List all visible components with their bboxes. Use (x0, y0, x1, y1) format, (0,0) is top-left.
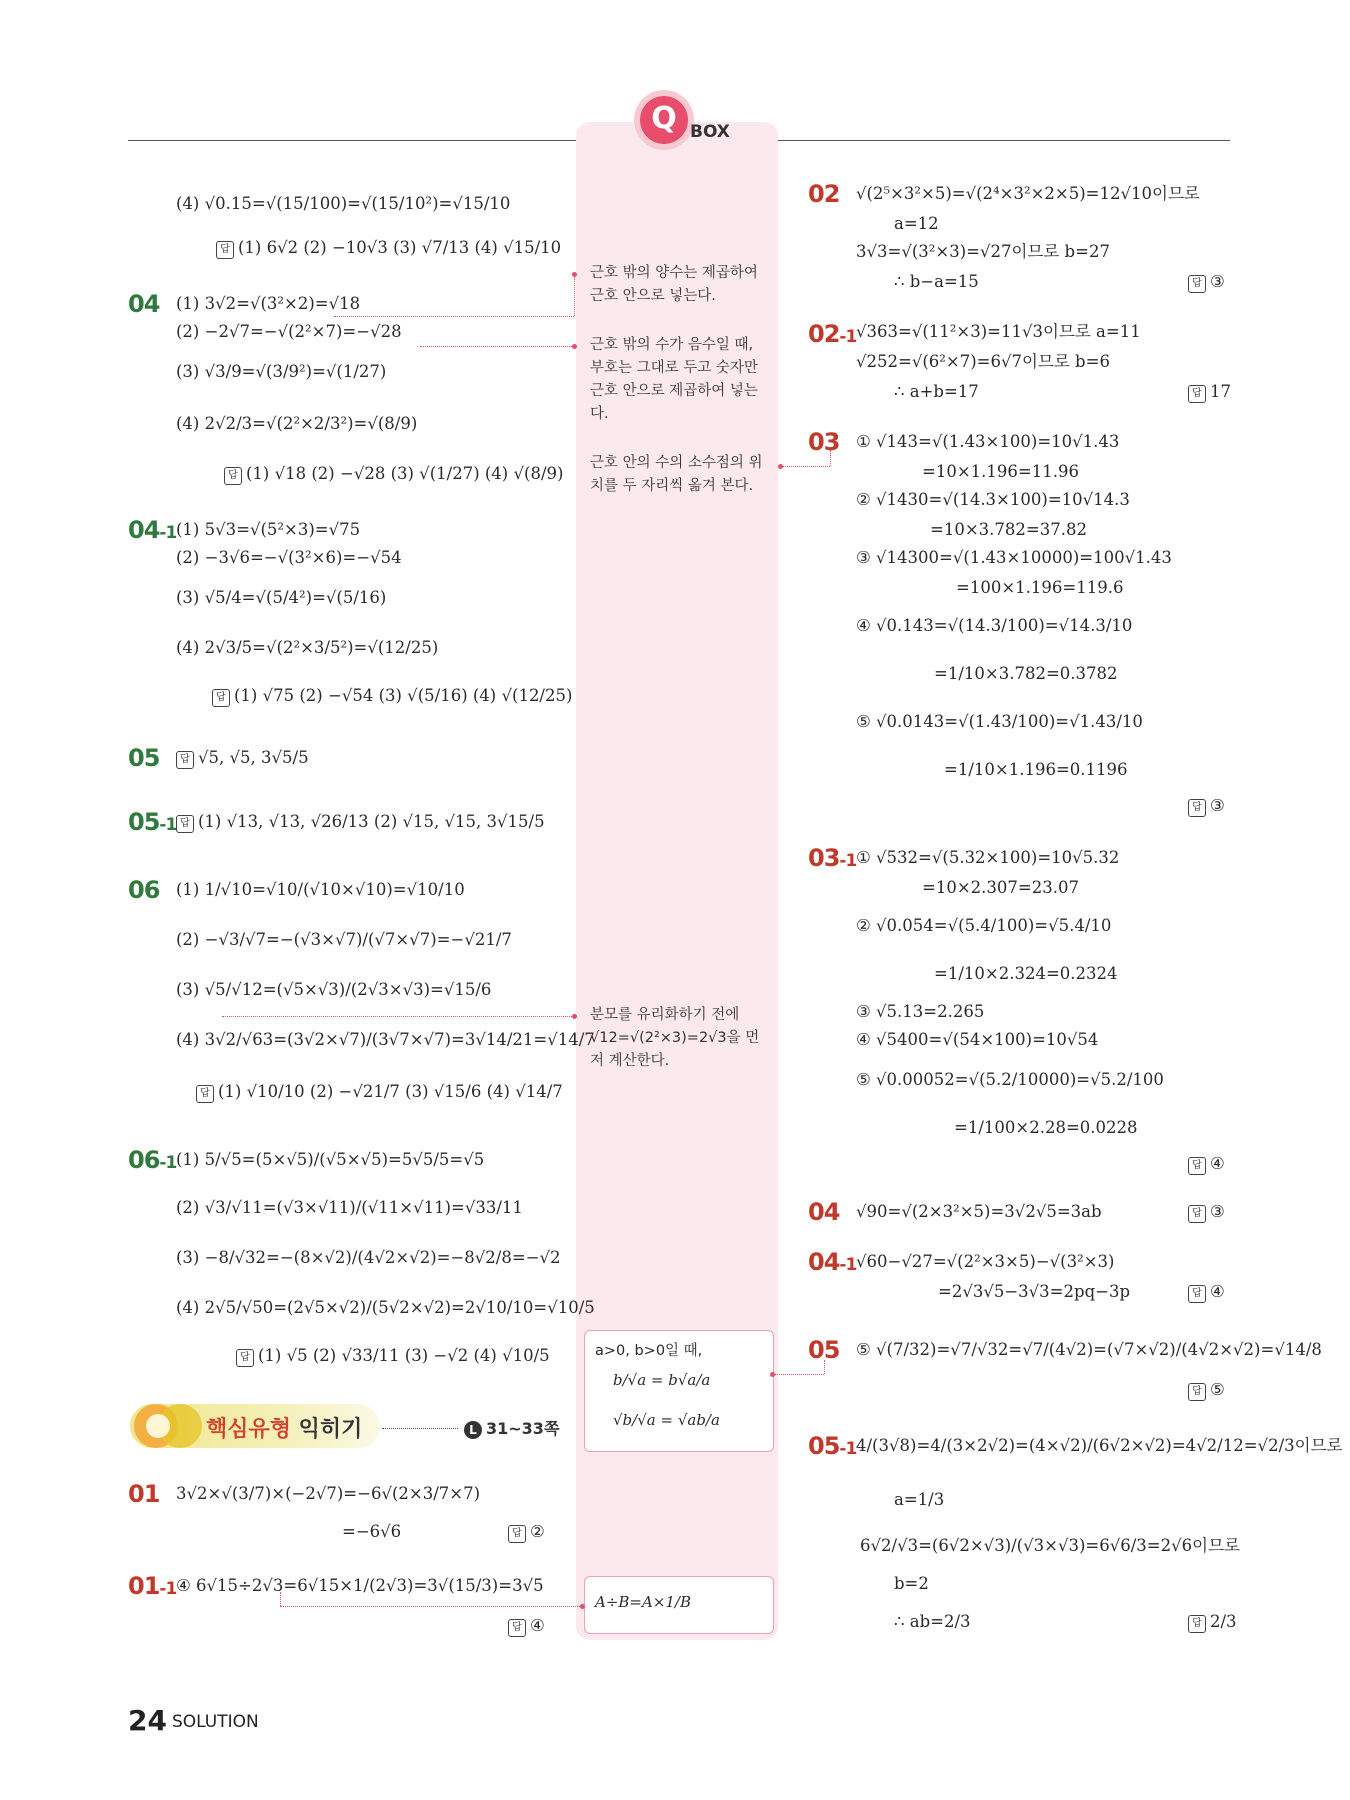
answer-mark-icon: 답 (176, 815, 194, 833)
left-061-line-2: (2) √3/√11=(√3×√11)/(√11×√11)=√33/11 (176, 1198, 523, 1217)
formula-box-rationalize (584, 1330, 774, 1452)
left-011-line: ④ 6√15÷2√3=6√15×1/(2√3)=3√(15/3)=3√5 (176, 1576, 544, 1595)
right-03-line-9: ⑤ √0.0143=√(1.43/100)=√1.43/10 (856, 712, 1143, 731)
problem-number-01: 01 (128, 1480, 160, 1508)
problem-number: 04 (808, 1248, 840, 1276)
answer-mark-icon: 답 (1188, 1157, 1206, 1175)
left-06-line-2: (2) −√3/√7=−(√3×√7)/(√7×√7)=−√21/7 (176, 930, 512, 949)
right-05-line: ⑤ √(7/32)=√7/√32=√7/(4√2)=(√7×√2)/(4√2×√2)=√14/8 (856, 1340, 1322, 1359)
answer-text: ④ (1210, 1154, 1225, 1173)
answer-mark-icon: 답 (1188, 275, 1206, 293)
right-05-answer (1188, 1380, 1225, 1401)
left-041-line-2: (2) −3√6=−√(3²×6)=−√54 (176, 548, 402, 567)
section-title-rest: 익히기 (291, 1417, 363, 1442)
left-06-line-3: (3) √5/√12=(√5×√3)/(2√3×√3)=√15/6 (176, 980, 492, 999)
problem-subnumber: -1 (159, 1153, 177, 1173)
left-061-answer (236, 1346, 550, 1367)
problem-number: 04 (128, 516, 160, 544)
problem-number: 05 (128, 808, 160, 836)
problem-subnumber: -1 (839, 1439, 857, 1459)
right-021-line-2: √252=√(6²×7)=6√7이므로 b=6 (856, 352, 1110, 371)
right-03-line-4: =10×3.782=37.82 (930, 520, 1087, 539)
problem-subnumber: -1 (839, 1255, 857, 1275)
answer-text: ④ (530, 1616, 545, 1635)
note-leader-2 (420, 346, 574, 347)
right-031-line-3: ② √0.054=√(5.4/100)=√5.4/10 (856, 916, 1112, 935)
left-06-line-4: (4) 3√2/√63=(3√2×√7)/(3√7×√7)=3√14/21=√14/7 (176, 1030, 595, 1049)
problem-subnumber: -1 (159, 1579, 177, 1599)
section-title (206, 1412, 362, 1443)
note-leader-3 (782, 466, 830, 467)
left-041-line-3: (3) √5/4=√(5/4²)=√(5/16) (176, 588, 387, 607)
left-04-line-1: (1) 3√2=√(3²×2)=√18 (176, 294, 361, 313)
right-04-line: √90=√(2×3²×5)=3√2√5=3ab (856, 1202, 1102, 1221)
right-03-line-1: ① √143=√(1.43×100)=10√1.43 (856, 432, 1120, 451)
note-bullet-2 (572, 344, 577, 349)
answer-text: ④ (1210, 1282, 1225, 1301)
formula-condition: a>0, b>0일 때, (595, 1343, 703, 1359)
right-021-line-1: √363=√(11²×3)=11√3이므로 a=11 (856, 322, 1141, 341)
right-041-answer (1188, 1282, 1225, 1303)
right-03-line-10: =1/10×1.196=0.1196 (944, 760, 1128, 779)
left-05-answer (176, 748, 309, 769)
answer-text: (1) √5 (2) √33/11 (3) −√2 (4) √10/5 (258, 1346, 550, 1365)
answer-mark-icon: 답 (236, 1349, 254, 1367)
answer-text: ③ (1210, 796, 1225, 815)
left-01-line-2: =−6√6 (342, 1522, 402, 1541)
left-061-line-1: (1) 5/√5=(5×√5)/(√5×√5)=5√5/5=√5 (176, 1150, 485, 1169)
formula-division: A÷B=A×1/B (595, 1593, 692, 1611)
right-041-line-2: =2√3√5−3√3=2pq−3p (938, 1282, 1131, 1301)
section-circle-icon (146, 1414, 170, 1438)
right-031-line-2: =10×2.307=23.07 (922, 878, 1079, 897)
left-06-line-1: (1) 1/√10=√10/(√10×√10)=√10/10 (176, 880, 465, 899)
box-label: BOX (690, 122, 730, 142)
answer-mark-icon: 답 (508, 1525, 526, 1543)
page-number: 24 (128, 1704, 167, 1737)
left-061-line-4: (4) 2√5/√50=(2√5×√2)/(5√2×√2)=2√10/10=√10/5 (176, 1298, 595, 1317)
right-03-line-7: ④ √0.143=√(14.3/100)=√14.3/10 (856, 616, 1133, 635)
note-leader-1-v (574, 274, 575, 316)
header-rule-left (128, 140, 578, 141)
right-051-line-1: 4/(3√8)=4/(3×2√2)=(4×√2)/(6√2×√2)=4√2/12=√2/3이므로 (856, 1436, 1343, 1455)
right-021-line-3: ∴ a+b=17 (894, 382, 979, 401)
answer-mark-icon: 답 (212, 689, 230, 707)
lesson-mark-icon: L (464, 1421, 482, 1439)
right-051-line-4: b=2 (894, 1574, 929, 1593)
left-011-answer (508, 1616, 545, 1637)
note-1: 근호 밖의 양수는 제곱하여 근호 안으로 넣는다. (590, 265, 758, 304)
right-031-line-8: =1/100×2.28=0.0228 (954, 1118, 1138, 1137)
right-031-answer (1188, 1154, 1225, 1175)
left-041-line-1: (1) 5√3=√(5²×3)=√75 (176, 520, 361, 539)
problem-number-04: 04 (128, 290, 160, 318)
problem-number-06: 06 (128, 876, 160, 904)
left-answer-1 (216, 238, 561, 259)
right-031-line-1: ① √532=√(5.32×100)=10√5.32 (856, 848, 1120, 867)
answer-text: (1) √18 (2) −√28 (3) √(1/27) (4) √(8/9) (246, 464, 564, 483)
left-061-line-3: (3) −8/√32=−(8×√2)/(4√2×√2)=−8√2/8=−√2 (176, 1248, 561, 1267)
left-06-answer (196, 1082, 563, 1103)
formula-bullet-2 (580, 1604, 585, 1609)
right-02-line-2: a=12 (894, 214, 939, 233)
footer-label: SOLUTION (172, 1712, 259, 1732)
problem-number-02-1 (808, 320, 856, 348)
answer-text: √5, √5, 3√5/5 (198, 748, 309, 767)
problem-number: 05 (808, 1432, 840, 1460)
answer-text: (1) √75 (2) −√54 (3) √(5/16) (4) √(12/25) (234, 686, 573, 705)
problem-number: 01 (128, 1572, 160, 1600)
right-03-line-3: ② √1430=√(14.3×100)=10√14.3 (856, 490, 1130, 509)
right-02-answer (1188, 272, 1225, 293)
right-03-line-8: =1/10×3.782=0.3782 (934, 664, 1118, 683)
problem-subnumber: -1 (839, 851, 857, 871)
right-02-line-4: ∴ b−a=15 (894, 272, 979, 291)
section-leader-line (382, 1428, 458, 1429)
problem-number: 02 (808, 320, 840, 348)
q-badge-icon: Q (640, 96, 688, 144)
note-3: 근호 안의 수의 소수점의 위치를 두 자리씩 옮겨 본다. (590, 455, 763, 494)
right-03-line-2: =10×1.196=11.96 (922, 462, 1079, 481)
answer-mark-icon: 답 (1188, 1205, 1206, 1223)
section-title-main: 핵심유형 (206, 1417, 292, 1442)
right-02-line-1: √(2⁵×3²×5)=√(2⁴×3²×2×5)=12√10이므로 (856, 184, 1200, 203)
formula-leader-1 (774, 1374, 824, 1375)
answer-mark-icon: 답 (1188, 1285, 1206, 1303)
problem-number-01-1 (128, 1572, 176, 1600)
problem-number-05: 05 (128, 744, 160, 772)
formula-line-1: b/√a = b√a/a (613, 1371, 711, 1389)
note-2: 근호 밖의 수가 음수일 때, 부호는 그대로 두고 숫자만 근호 안으로 제곱하여 넣는다. (590, 337, 758, 422)
answer-mark-icon: 답 (1188, 385, 1206, 403)
right-03-line-6: =100×1.196=119.6 (956, 578, 1124, 597)
left-04-line-2: (2) −2√7=−√(2²×7)=−√28 (176, 322, 402, 341)
answer-mark-icon: 답 (224, 467, 242, 485)
problem-number-05-1-right (808, 1432, 856, 1460)
answer-mark-icon: 답 (216, 241, 234, 259)
right-031-line-7: ⑤ √0.00052=√(5.2/10000)=√5.2/100 (856, 1070, 1164, 1089)
formula-box-division (584, 1576, 774, 1634)
answer-mark-icon: 답 (508, 1619, 526, 1637)
right-051-answer (1188, 1612, 1237, 1633)
formula-leader-2 (280, 1606, 582, 1607)
problem-number-02: 02 (808, 180, 840, 208)
answer-text: ③ (1210, 1202, 1225, 1221)
answer-text: ② (530, 1522, 545, 1541)
note-bullet-4 (572, 1014, 577, 1019)
problem-number: 03 (808, 844, 840, 872)
pages-text: 31~33쪽 (486, 1419, 560, 1438)
right-051-line-2: a=1/3 (894, 1490, 945, 1509)
note-leader-1 (334, 316, 574, 317)
answer-text: (1) √13, √13, √26/13 (2) √15, √15, 3√15/5 (198, 812, 545, 831)
problem-subnumber: -1 (159, 523, 177, 543)
header-rule-right (778, 140, 1230, 141)
note-4: 분모를 유리화하기 전에 √12=√(2²×3)=2√3을 먼저 계산한다. (590, 1007, 760, 1069)
right-04-answer (1188, 1202, 1225, 1223)
right-031-line-4: =1/10×2.324=0.2324 (934, 964, 1118, 983)
problem-number-06-1 (128, 1146, 176, 1174)
left-04-line-3: (3) √3/9=√(3/9²)=√(1/27) (176, 362, 387, 381)
problem-subnumber: -1 (159, 815, 177, 835)
right-041-line-1: √60−√27=√(2²×3×5)−√(3²×3) (856, 1252, 1115, 1271)
right-03-line-5: ③ √14300=√(1.43×10000)=100√1.43 (856, 548, 1172, 567)
problem-number-04-1-right (808, 1248, 856, 1276)
answer-text: ⑤ (1210, 1380, 1225, 1399)
problem-number-04-1 (128, 516, 176, 544)
left-041-answer (212, 686, 572, 707)
formula-leader-2-v (280, 1592, 281, 1606)
right-02-line-3: 3√3=√(3²×3)=√27이므로 b=27 (856, 242, 1110, 261)
problem-subnumber: -1 (839, 327, 857, 347)
answer-mark-icon: 답 (1188, 799, 1206, 817)
answer-text: (1) √10/10 (2) −√21/7 (3) √15/6 (4) √14/7 (218, 1082, 563, 1101)
note-bullet-1 (572, 272, 577, 277)
left-01-answer (508, 1522, 545, 1543)
formula-line-2: √b/√a = √ab/a (613, 1411, 720, 1429)
right-051-line-5: ∴ ab=2/3 (894, 1612, 971, 1631)
note-leader-4 (222, 1016, 574, 1017)
left-051-answer (176, 812, 545, 833)
answer-mark-icon: 답 (1188, 1615, 1206, 1633)
left-line-1: (4) √0.15=√(15/100)=√(15/10²)=√15/10 (176, 194, 511, 213)
left-04-line-4: (4) 2√2/3=√(2²×2/3²)=√(8/9) (176, 414, 418, 433)
answer-mark-icon: 답 (196, 1085, 214, 1103)
problem-number-05-1 (128, 808, 176, 836)
problem-number-05-right: 05 (808, 1336, 840, 1364)
right-031-line-6: ④ √5400=√(54×100)=10√54 (856, 1030, 1099, 1049)
answer-text: ③ (1210, 272, 1225, 291)
problem-number-04-right: 04 (808, 1198, 840, 1226)
problem-number: 06 (128, 1146, 160, 1174)
problem-number-03-1 (808, 844, 856, 872)
left-01-line-1: 3√2×√(3/7)×(−2√7)=−6√(2×3/7×7) (176, 1484, 481, 1503)
answer-mark-icon: 답 (176, 751, 194, 769)
left-04-answer (224, 464, 563, 485)
section-pages (464, 1416, 559, 1439)
answer-text: 2/3 (1210, 1612, 1237, 1631)
right-051-line-3: 6√2/√3=(6√2×√3)/(√3×√3)=6√6/3=2√6이므로 (860, 1536, 1240, 1555)
answer-text: (1) 6√2 (2) −10√3 (3) √7/13 (4) √15/10 (238, 238, 562, 257)
answer-mark-icon: 답 (1188, 1383, 1206, 1401)
right-031-line-5: ③ √5.13=2.265 (856, 1002, 985, 1021)
answer-text: 17 (1210, 382, 1231, 401)
right-021-answer (1188, 382, 1231, 403)
problem-number-03: 03 (808, 428, 840, 456)
left-041-line-4: (4) 2√3/5=√(2²×3/5²)=√(12/25) (176, 638, 439, 657)
right-03-answer (1188, 796, 1225, 817)
